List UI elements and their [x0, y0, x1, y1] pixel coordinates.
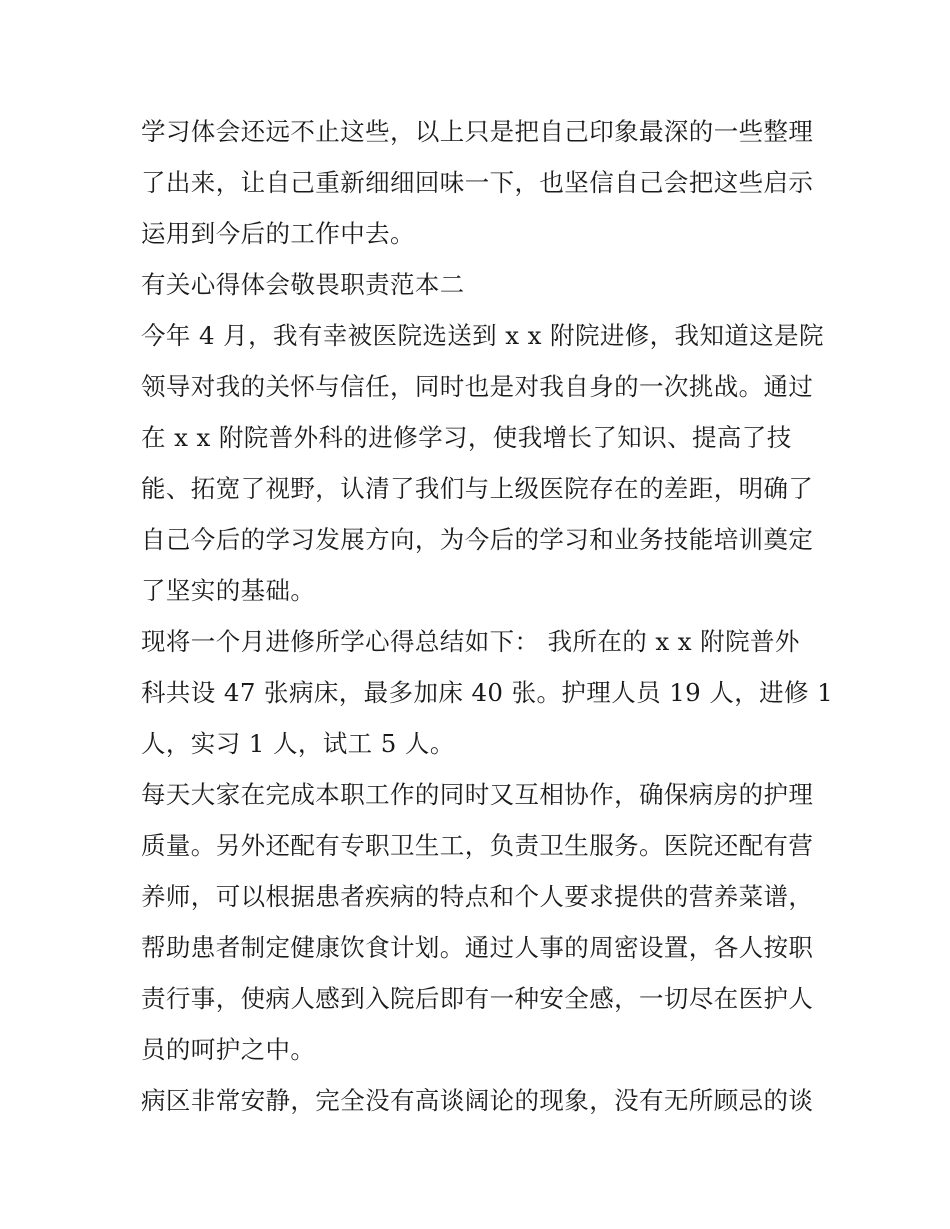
text-line: 运用到今后的工作中去。	[141, 219, 415, 248]
text-line: 领导对我的关怀与信任，同时也是对我自身的一次挑战。通过	[141, 372, 814, 401]
text-line: 责行事，使病人感到入院后即有一种安全感，一切尽在医护人	[141, 984, 814, 1013]
text-line: 每天大家在完成本职工作的同时又互相协作，确保病房的护理	[141, 780, 814, 809]
document-body	[141, 106, 834, 1126]
text-line: 人，实习 1 人，试工 5 人。	[141, 729, 455, 758]
text-line: 现将一个月进修所学心得总结如下： 我所在的 x x 附院普外	[141, 627, 800, 656]
text-line: 质量。另外还配有专职卫生工，负责卫生服务。医院还配有营	[141, 831, 814, 860]
text-line: 能、拓宽了视野，认清了我们与上级医院存在的差距，明确了	[141, 474, 814, 503]
text-line: 了出来，让自己重新细细回味一下，也坚信自己会把这些启示	[141, 168, 814, 197]
text-line: 了坚实的基础。	[141, 576, 316, 605]
text-line: 员的呵护之中。	[141, 1035, 316, 1064]
text-line: 帮助患者制定健康饮食计划。通过人事的周密设置，各人按职	[141, 933, 814, 962]
section-heading: 有关心得体会敬畏职责范本二	[141, 270, 465, 299]
text-line: 病区非常安静，完全没有高谈阔论的现象，没有无所顾忌的谈	[141, 1086, 814, 1115]
text-line: 学习体会还远不止这些，以上只是把自己印象最深的一些整理	[141, 117, 814, 146]
text-line: 养师，可以根据患者疾病的特点和个人要求提供的营养菜谱，	[141, 882, 814, 911]
text-line: 自己今后的学习发展方向，为今后的学习和业务技能培训奠定	[141, 525, 814, 554]
text-line: 今年 4 月，我有幸被医院选送到 x x 附院进修，我知道这是院	[141, 321, 824, 350]
text-line: 科共设 47 张病床，最多加床 40 张。护理人员 19 人，进修 1	[141, 678, 834, 707]
text-line: 在 x x 附院普外科的进修学习，使我增长了知识、提高了技	[141, 423, 792, 452]
